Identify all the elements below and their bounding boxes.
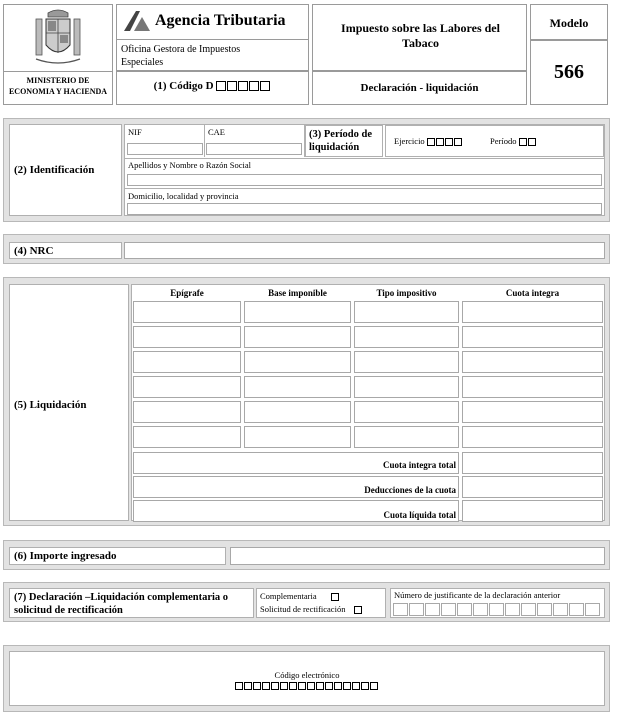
- liquidacion-cell[interactable]: [133, 301, 241, 323]
- justificante-box: [390, 588, 605, 618]
- ministry-logo-cell: [3, 4, 113, 105]
- nrc-section: [3, 234, 610, 264]
- nrc-input[interactable]: [124, 242, 605, 259]
- liquidacion-section: [3, 277, 610, 526]
- liquidacion-table: [131, 284, 605, 521]
- liquidacion-cell[interactable]: [133, 401, 241, 423]
- liquidacion-cell[interactable]: [354, 376, 459, 398]
- complementaria-options: [256, 588, 386, 618]
- liquidacion-label: (5) Liquidación: [14, 399, 87, 411]
- complementaria-label: (7) Declaración –Liquidación complementaria o solicitud de rectificación: [14, 592, 229, 616]
- liquidacion-cell[interactable]: [354, 326, 459, 348]
- liquidacion-cell[interactable]: [244, 351, 351, 373]
- address-label: Domicilio, localidad y provincia: [128, 191, 239, 201]
- tax-title-cell: [312, 4, 527, 71]
- liquidacion-cell[interactable]: [354, 351, 459, 373]
- liquidacion-cell[interactable]: [244, 426, 351, 448]
- complementaria-section: [3, 582, 610, 622]
- cae-input[interactable]: [206, 143, 302, 155]
- liquidacion-cell[interactable]: [133, 351, 241, 373]
- identificacion-label-box: [9, 124, 122, 216]
- coat-of-arms-icon: [32, 9, 84, 69]
- col-header-base: Base imponible: [268, 288, 327, 298]
- electronico-label: Código electrónico: [274, 670, 340, 680]
- codigo-boxes[interactable]: [216, 80, 271, 92]
- liquidacion-cell[interactable]: [462, 376, 603, 398]
- declaration-title: Declaración - liquidación: [360, 82, 479, 94]
- justificante-digit-box[interactable]: [457, 603, 472, 616]
- codigo-cell: [116, 71, 309, 105]
- periodo-section-label: (3) Período de liquidación: [309, 129, 372, 153]
- total-value-input[interactable]: [462, 500, 603, 522]
- importe-label-box: [9, 547, 226, 565]
- total-value-input[interactable]: [462, 476, 603, 498]
- modelo-number: 566: [554, 61, 584, 83]
- periodo-fields-box: [385, 125, 604, 157]
- total-label-liquida: Cuota líquida total: [383, 510, 456, 520]
- justificante-digit-box[interactable]: [553, 603, 568, 616]
- justificante-digit-box[interactable]: [521, 603, 536, 616]
- electronico-digit-box[interactable]: [244, 682, 252, 690]
- rectificacion-option-label: Solicitud de rectificación: [260, 604, 346, 614]
- liquidacion-cell[interactable]: [244, 326, 351, 348]
- electronico-digit-box[interactable]: [289, 682, 297, 690]
- declaration-title-cell: [312, 71, 527, 105]
- ejercicio-boxes[interactable]: [427, 136, 463, 146]
- justificante-digit-box[interactable]: [425, 603, 440, 616]
- ejercicio-label: Ejercicio: [394, 136, 425, 146]
- ministry-name: MINISTERIO DE ECONOMIA Y HACIENDA: [4, 71, 112, 97]
- name-label: Apellidos y Nombre o Razón Social: [128, 160, 251, 170]
- agency-name: Agencia Tributaria: [155, 12, 286, 29]
- name-input[interactable]: [127, 174, 602, 186]
- electronico-digit-box[interactable]: [325, 682, 333, 690]
- electronico-digit-box[interactable]: [262, 682, 270, 690]
- periodo-boxes[interactable]: [519, 136, 537, 146]
- modelo-label: Modelo: [549, 16, 589, 30]
- electronico-digit-box[interactable]: [307, 682, 315, 690]
- periodo-label-box: [305, 125, 383, 157]
- nrc-label-box: [9, 242, 122, 259]
- electronico-digit-box[interactable]: [280, 682, 288, 690]
- electronico-digit-box[interactable]: [361, 682, 369, 690]
- justificante-digit-box[interactable]: [569, 603, 584, 616]
- identificacion-section: [3, 118, 610, 222]
- nrc-label: (4) NRC: [14, 245, 54, 257]
- electronico-digit-box[interactable]: [316, 682, 324, 690]
- total-label-deducciones: Deducciones de la cuota: [364, 485, 456, 495]
- electronico-digit-box[interactable]: [370, 682, 378, 690]
- justificante-digit-box[interactable]: [505, 603, 520, 616]
- cae-label: CAE: [208, 127, 225, 137]
- identificacion-fields: [124, 124, 605, 216]
- nif-label: NIF: [128, 127, 142, 137]
- justificante-label: Número de justificante de la declaración anterior: [394, 590, 561, 600]
- col-header-tipo: Tipo impositivo: [376, 288, 437, 298]
- complementaria-label-box: [9, 588, 254, 618]
- electronico-section: [3, 645, 610, 712]
- liquidacion-cell[interactable]: [354, 301, 459, 323]
- liquidacion-cell[interactable]: [133, 376, 241, 398]
- rectificacion-checkbox[interactable]: [354, 606, 362, 614]
- liquidacion-label-box: [9, 284, 129, 521]
- agency-office: Oficina Gestora de Impuestos Especiales: [121, 44, 241, 68]
- col-header-epigrafe: Epígrafe: [170, 288, 204, 298]
- liquidacion-cell[interactable]: [133, 326, 241, 348]
- electronico-inner: [9, 651, 605, 706]
- justificante-digit-box[interactable]: [393, 603, 408, 616]
- modelo-label-cell: [530, 4, 608, 40]
- justificante-digit-box[interactable]: [441, 603, 456, 616]
- liquidacion-cell[interactable]: [462, 426, 603, 448]
- importe-input[interactable]: [230, 547, 605, 565]
- importe-label: (6) Importe ingresado: [14, 550, 117, 562]
- liquidacion-cell[interactable]: [244, 301, 351, 323]
- liquidacion-cell[interactable]: [462, 351, 603, 373]
- liquidacion-cell[interactable]: [354, 401, 459, 423]
- electronico-digit-box[interactable]: [343, 682, 351, 690]
- liquidacion-cell[interactable]: [244, 401, 351, 423]
- modelo-number-cell: [530, 40, 608, 105]
- justificante-boxes[interactable]: [393, 603, 604, 617]
- liquidacion-cell[interactable]: [462, 301, 603, 323]
- codigo-label: (1) Código D: [153, 80, 214, 92]
- liquidacion-cell[interactable]: [462, 401, 603, 423]
- liquidacion-cell[interactable]: [462, 326, 603, 348]
- complementaria-checkbox[interactable]: [331, 593, 339, 601]
- agency-logo-icon: [122, 9, 152, 33]
- periodo-label: Período: [490, 136, 517, 146]
- electronico-digit-box[interactable]: [271, 682, 279, 690]
- total-label-integra: Cuota integra total: [383, 460, 456, 470]
- nif-input[interactable]: [127, 143, 203, 155]
- total-value-input[interactable]: [462, 452, 603, 474]
- electronico-digit-box[interactable]: [298, 682, 306, 690]
- justificante-digit-box[interactable]: [473, 603, 488, 616]
- tax-title: Impuesto sobre las Labores del Tabaco: [341, 21, 500, 50]
- electronico-boxes[interactable]: [10, 681, 604, 691]
- justificante-digit-box[interactable]: [537, 603, 552, 616]
- electronico-digit-box[interactable]: [352, 682, 360, 690]
- electronico-digit-box[interactable]: [253, 682, 261, 690]
- agency-cell: [116, 4, 309, 71]
- liquidacion-cell[interactable]: [244, 376, 351, 398]
- importe-section: [3, 540, 610, 570]
- justificante-digit-box[interactable]: [409, 603, 424, 616]
- liquidacion-cell[interactable]: [354, 426, 459, 448]
- complementaria-option-label: Complementaria: [260, 591, 317, 601]
- justificante-digit-box[interactable]: [489, 603, 504, 616]
- electronico-digit-box[interactable]: [235, 682, 243, 690]
- electronico-digit-box[interactable]: [334, 682, 342, 690]
- liquidacion-cell[interactable]: [133, 426, 241, 448]
- identificacion-label: (2) Identificación: [14, 164, 95, 176]
- address-input[interactable]: [127, 203, 602, 215]
- col-header-cuota: Cuota integra: [505, 288, 560, 298]
- justificante-digit-box[interactable]: [585, 603, 600, 616]
